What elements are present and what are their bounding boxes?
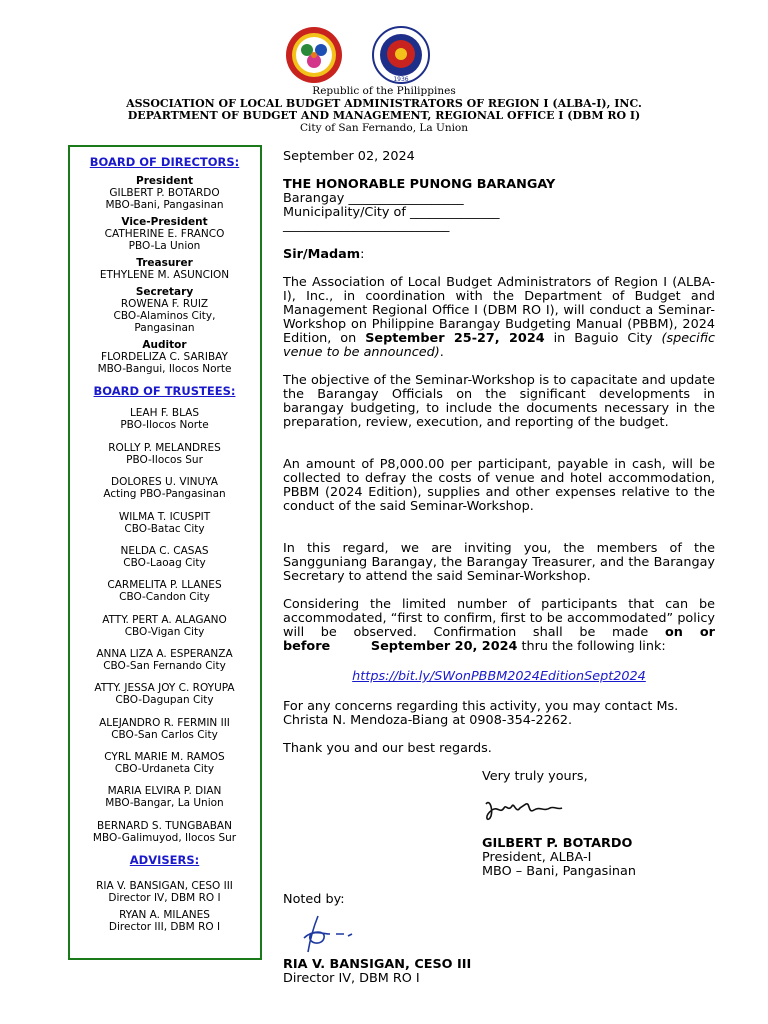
director-office: Pangasinan <box>134 322 195 334</box>
paragraph-5 <box>283 598 715 654</box>
registration-link[interactable]: https://bit.ly/SWonPBBM2024EditionSept2024 <box>352 669 646 684</box>
noted-title: Director IV, DBM RO I <box>283 971 420 986</box>
p1-venue: in Baguio City <box>544 331 662 346</box>
adviser-office: Director III, DBM RO I <box>108 921 221 933</box>
p5-thru: thru the following link: <box>517 639 666 654</box>
trustee-office: MBO-Bangar, La Union <box>105 797 224 809</box>
trustee-name: NELDA C. CASAS <box>120 545 209 557</box>
adviser-name: RIA V. BANSIGAN, CESO III <box>96 880 233 892</box>
p5-before: before <box>283 639 331 654</box>
barangay-line: Barangay __________________ <box>283 191 464 206</box>
salutation <box>283 248 715 262</box>
paragraph-4: In this regard, we are inviting you, the members of the Sangguniang Barangay, the Barangay Treasurer, and the Barangay Secretary to attend the said Seminar-Workshop. <box>283 541 715 584</box>
director-role: President <box>136 175 193 187</box>
salutation-colon: : <box>360 247 365 262</box>
trustee-office: CBO-Vigan City <box>124 626 205 638</box>
adviser-office: Director IV, DBM RO I <box>108 892 221 904</box>
trustee-office: Acting PBO-Pangasinan <box>103 488 226 500</box>
adviser-name: RYAN A. MILANES <box>119 909 210 921</box>
svg-text:1936: 1936 <box>393 76 409 83</box>
paragraph-3: An amount of P8,000.00 per participant, payable in cash, will be collected to defray the costs of venue and hotel accommodation, PBBM (2024 Edition), supplies and other expenses relative to the conduct of the said Seminar-Workshop. <box>283 457 715 514</box>
trustee-name: ATTY. JESSA JOY C. ROYUPA <box>94 682 235 694</box>
director-role: Vice-President <box>121 216 208 228</box>
signature-bansigan <box>296 912 366 956</box>
letter-date: September 02, 2024 <box>283 149 415 164</box>
board-of-trustees-heading: BOARD OF TRUSTEES: <box>93 384 236 398</box>
director-role: Auditor <box>142 339 187 351</box>
signatory-name: GILBERT P. BOTARDO <box>482 836 633 851</box>
trustee-name: ROLLY P. MELANDRES <box>108 442 221 454</box>
trustee-name: LEAH F. BLAS <box>129 407 200 419</box>
signatory-office: MBO – Bani, Pangasinan <box>482 864 636 879</box>
signature-botardo <box>482 790 572 830</box>
trustee-name: CARMELITA P. LLANES <box>107 579 222 591</box>
noted-by-label: Noted by: <box>283 892 345 907</box>
board-of-directors-heading: BOARD OF DIRECTORS: <box>89 155 240 169</box>
dbm-office: DEPARTMENT OF BUDGET AND MANAGEMENT, REGIONAL OFFICE I (DBM RO I) <box>127 109 641 122</box>
trustee-name: ANNA LIZA A. ESPERANZA <box>96 648 233 660</box>
trustee-office: CBO-Candon City <box>119 591 210 603</box>
org-name: ASSOCIATION OF LOCAL BUDGET ADMINISTRATORS OF REGION I (ALBA-I), INC. <box>126 97 642 110</box>
addressee: THE HONORABLE PUNONG BARANGAY <box>283 177 556 192</box>
valediction: Very truly yours, <box>482 769 588 784</box>
director-office: MBO-Bani, Pangasinan <box>105 199 224 211</box>
trustee-office: CBO-Dagupan City <box>115 694 214 706</box>
trustee-name: DOLORES U. VINUYA <box>111 476 218 488</box>
trustee-name: ATTY. PERT A. ALAGANO <box>102 614 227 626</box>
noted-name: RIA V. BANSIGAN, CESO III <box>283 957 472 972</box>
trustee-office: MBO-Galimuyod, Ilocos Sur <box>92 832 237 844</box>
p5-on-or: on or <box>664 625 715 640</box>
trustee-name: WILMA T. ICUSPIT <box>118 511 211 523</box>
director-role: Treasurer <box>136 257 193 269</box>
director-name: ROWENA F. RUIZ <box>120 298 209 310</box>
trustee-office: CBO-San Carlos City <box>111 729 218 741</box>
director-office: PBO-La Union <box>128 240 201 252</box>
trustee-office: PBO-Ilocos Sur <box>126 454 203 466</box>
republic-line: Republic of the Philippines <box>312 85 456 97</box>
director-name: CATHERINE E. FRANCO <box>104 228 225 240</box>
trustee-name: MARIA ELVIRA P. DIAN <box>107 785 222 797</box>
city-line: City of San Fernando, La Union <box>299 122 469 134</box>
p1-text: The Association of Local Budget Administrators of Region I (ALBA-I), Inc., in coordination with the Department of Budget and Management Regional Office I (DBM RO I), will conduct a Seminar-Workshop on Philippine Barangay Budgeting Manual (PBBM), 2024 Edition, on <box>283 275 715 346</box>
alba-logo <box>285 26 343 84</box>
trustee-name: ALEJANDRO R. FERMIN III <box>99 717 230 729</box>
blank-address-line: __________________________ <box>283 218 450 233</box>
seminar-dates: September 25-27, 2024 <box>365 331 545 346</box>
trustee-name: BERNARD S. TUNGBABAN <box>97 820 232 832</box>
director-office: CBO-Alaminos City, <box>113 310 216 322</box>
venue-note: (specific venue to be announced) <box>283 331 716 360</box>
link-row <box>283 670 715 684</box>
director-office: MBO-Bangui, Ilocos Norte <box>97 363 232 375</box>
trustee-office: CBO-San Fernando City <box>103 660 226 672</box>
closing: Thank you and our best regards. <box>283 741 492 756</box>
director-name: ETHYLENE M. ASUNCION <box>99 269 230 281</box>
sidebar-box <box>68 145 262 960</box>
director-name: GILBERT P. BOTARDO <box>109 187 220 199</box>
trustee-office: CBO-Batac City <box>124 523 205 535</box>
dbm-seal <box>372 26 430 84</box>
advisers-heading: ADVISERS: <box>129 853 200 867</box>
trustee-office: CBO-Urdaneta City <box>114 763 215 775</box>
paragraph-2: The objective of the Seminar-Workshop is to capacitate and update the Barangay Officials on the significant developments in barangay budgeting, to include the documents necessary in the preparation, review, execution, and reporting of the budget. <box>283 373 715 430</box>
confirmation-deadline: September 20, 2024 <box>370 639 518 654</box>
director-name: FLORDELIZA C. SARIBAY <box>101 351 228 363</box>
p5-text: Considering the limited number of participants that can be accommodated, “first to confirm, first to be accommodated” policy will be observed. Confirmation shall be made <box>283 597 715 640</box>
municipality-line: Municipality/City of ______________ <box>283 205 500 220</box>
paragraph-1 <box>283 276 715 360</box>
trustee-name: CYRL MARIE M. RAMOS <box>104 751 225 763</box>
signatory-title: President, ALBA-I <box>482 850 592 865</box>
paragraph-6: For any concerns regarding this activity, you may contact Ms. Christa N. Mendoza-Biang at 0908-354-2262. <box>283 699 679 728</box>
trustee-office: PBO-Ilocos Norte <box>120 419 209 431</box>
p1-end: . <box>439 345 444 360</box>
salutation-text: Sir/Madam <box>283 247 361 262</box>
trustee-office: CBO-Laoag City <box>123 557 206 569</box>
director-role: Secretary <box>135 286 194 298</box>
